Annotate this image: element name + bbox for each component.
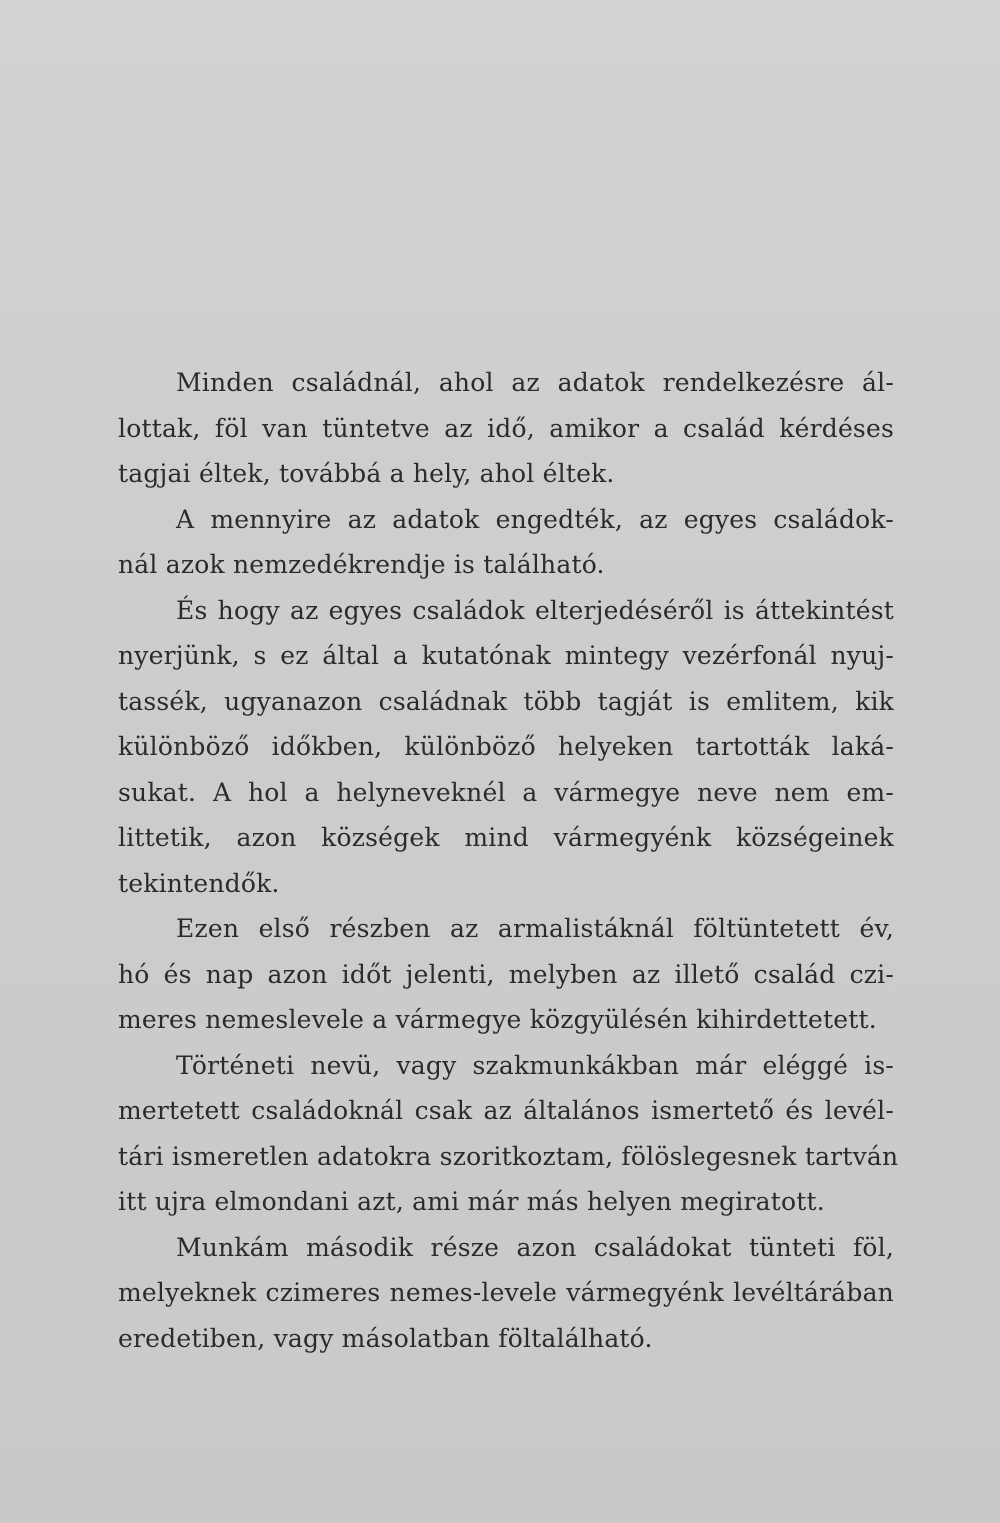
text-line: hó és nap azon időt jelenti, melyben az illető család czi- xyxy=(118,959,894,989)
text-line: tári ismeretlen adatokra szoritkoztam, fölöslegesnek tartván xyxy=(118,1141,899,1171)
text-line: A mennyire az adatok engedték, az egyes családok- xyxy=(176,504,894,534)
text-line: Ezen első részben az armalistáknál föltüntetett év, xyxy=(176,914,894,943)
text-line: meres nemeslevele a vármegye közgyülésén kihirdettetett. xyxy=(118,1005,877,1034)
text-line: littetik, azon községek mind vármegyénk községeinek xyxy=(118,823,894,852)
body-text xyxy=(118,360,899,1361)
text-line: Minden családnál, ahol az adatok rendelkezésre ál- xyxy=(176,368,894,397)
text-line: melyeknek czimeres nemes-levele vármegyénk levéltárában xyxy=(118,1278,894,1307)
text-line: nál azok nemzedékrendje is található. xyxy=(118,550,605,579)
text-line: tassék, ugyanazon családnak több tagját is emlitem, kik xyxy=(118,686,894,716)
text-line: nyerjünk, s ez által a kutatónak mintegy vezérfonál nyuj- xyxy=(118,641,894,670)
text-line: eredetiben, vagy másolatban föltalálható. xyxy=(118,1323,653,1353)
text-line: És hogy az egyes családok elterjedéséről is áttekintést xyxy=(176,595,894,625)
text-line: tagjai éltek, továbbá a hely, ahol éltek. xyxy=(118,459,615,488)
text-line: Munkám második része azon családokat tünteti föl, xyxy=(176,1232,894,1262)
text-line: itt ujra elmondani azt, ami már más helyen megiratott. xyxy=(118,1187,825,1216)
text-line: mertetett családoknál csak az általános ismertető és levél- xyxy=(118,1096,894,1125)
text-line: lottak, föl van tüntetve az idő, amikor a család kérdéses xyxy=(118,413,894,443)
text-line: Történeti nevü, vagy szakmunkákban már eléggé is- xyxy=(176,1050,894,1080)
text-line: tekintendők. xyxy=(118,868,280,898)
text-line: különböző időkben, különböző helyeken tartották laká- xyxy=(118,732,894,761)
text-line: sukat. A hol a helyneveknél a vármegye neve nem em- xyxy=(118,777,894,807)
